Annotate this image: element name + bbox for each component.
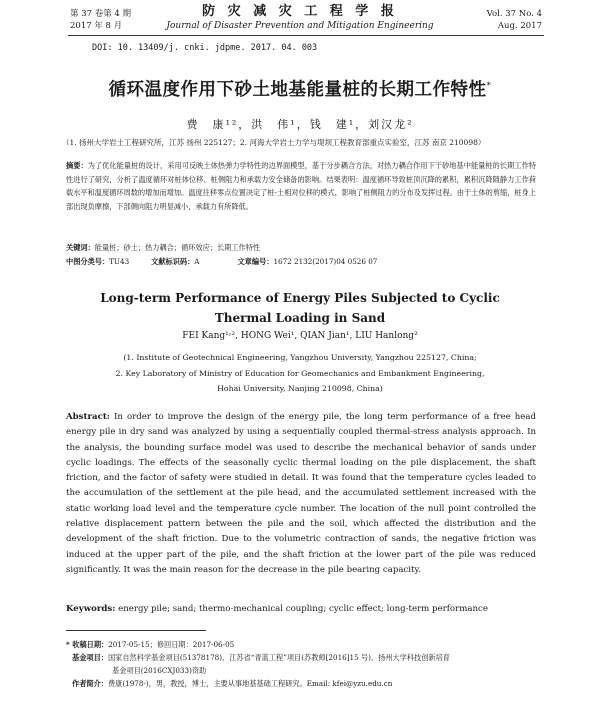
- abstract-en: [66, 410, 536, 578]
- keywords-en: [66, 604, 546, 614]
- abstract-en-label: Abstract:: [66, 412, 110, 422]
- received-label: * 收稿日期：: [66, 640, 109, 649]
- header-date-cn: 2017 年 8 月: [70, 21, 123, 31]
- footnote-author: [66, 677, 546, 690]
- paper-title-en: [0, 288, 600, 328]
- footnotes: [66, 638, 546, 690]
- header-volume-info-en: [487, 8, 542, 32]
- keywords-en-text: energy pile; sand; thermo-mechanical coupling; cyclic effect; long-term performance: [118, 604, 488, 614]
- doc-code-label: 文献标识码：: [151, 257, 195, 266]
- footnote-funding-cont: 基金项目(2016CXJ033)资助: [112, 666, 207, 675]
- doi: DOI: 10. 13409/j. cnki. jdpme. 2017. 04. 003: [92, 43, 318, 53]
- header-volume: 第 37 卷第 4 期: [70, 9, 132, 19]
- paper-title-cn: [0, 76, 600, 101]
- title-en-line1: Long-term Performance of Energy Piles Subjected to Cyclic: [100, 291, 500, 305]
- header-rule: [68, 35, 544, 36]
- footnote-rule: [66, 630, 206, 631]
- authors-cn: 费 康¹²，洪 伟¹，钱 建¹，刘汉龙²: [186, 118, 414, 131]
- article-number-value: 1672 2132(2017)04 0526 07: [273, 257, 378, 266]
- received-value: 2017-05-15；修回日期：2017-06-05: [108, 640, 235, 649]
- keywords-cn: [66, 243, 260, 253]
- doc-code-value: A: [194, 257, 200, 266]
- affiliation-cn: （1. 扬州大学岩土工程研究所，江苏 扬州 225127；2. 河海大学岩土力学与堤坝工程教育部重点实验室，江苏 南京 210098）: [62, 138, 486, 147]
- keywords-en-label: Keywords:: [66, 604, 116, 614]
- funding-label: 基金项目：: [72, 653, 108, 662]
- affiliation-en-1: (1. Institute of Geotechnical Engineering, Yangzhou University, Yangzhou 225127, China;: [123, 353, 477, 362]
- header-date-en: Aug. 2017: [497, 21, 542, 31]
- abstract-cn-text: 为了优化能量桩的设计，采用可反映土体热弹力学特性的边界面模型，基于分步耦合方法，对热力耦合作用下干砂地基中能量桩的长期工作特性进行了研究，分析了温度循环对桩体位移、桩侧阻力和承载力安全储备的影响。结果表明：温度循环导致桩顶沉降的累积，累积沉降随静力工作荷载水平和温度循环周数的增加而增加。温度往移零点位置决定了桩-土相对位移的模式，影响了桩侧阻力的分布及发挥过程。由于土体的剪缩，桩身上部出现负摩擦，下部侧向阻力明显减小，承载力有所降低。: [66, 161, 536, 211]
- clc: [66, 257, 129, 267]
- title-en-line2: Thermal Loading in Sand: [214, 311, 386, 325]
- classification-line: [66, 257, 536, 267]
- footnote-received: [66, 638, 546, 651]
- header-journal-name: [150, 4, 450, 32]
- title-cn-text: 循环温度作用下砂土地基能量桩的长期工作特性: [108, 80, 487, 100]
- clc-label: 中图分类号：: [66, 257, 110, 266]
- article-number: [237, 257, 377, 267]
- journal-title-cn: 防 灾 减 灾 工 程 学 报: [202, 4, 398, 19]
- clc-value: TU43: [109, 257, 130, 266]
- header-volume-info: [70, 8, 131, 32]
- doc-code: [151, 257, 199, 267]
- footnote-funding: [66, 651, 546, 664]
- keywords-cn-text: 能量桩；砂土；热力耦合；循环效应；长期工作特性: [94, 243, 261, 252]
- abstract-cn-label: 摘要：: [66, 161, 88, 170]
- header-volume-en: Vol. 37 No. 4: [486, 9, 542, 19]
- article-number-label: 文章编号：: [237, 257, 274, 266]
- affiliation-en: [0, 350, 600, 397]
- affiliation-en-3: Hohai University, Nanjing 210098, China): [217, 384, 383, 393]
- title-footnote-mark: *: [486, 81, 492, 92]
- author-value: 费康(1978-)，男，教授，博士，主要从事地基基础工程研究。Email: kfei@yzu.edu.cn: [107, 679, 393, 688]
- affiliation-en-2: 2. Key Laboratory of Ministry of Education for Geomechanics and Embankment Engineering,: [115, 368, 485, 378]
- author-label: 作者简介：: [72, 679, 108, 688]
- journal-title-en: Journal of Disaster Prevention and Mitigation Engineering: [166, 21, 434, 31]
- keywords-cn-label: 关键词：: [66, 243, 95, 252]
- abstract-en-text: In order to improve the design of the energy pile, the long term performance of a free head energy pile in dry sand was analyzed by using a sequentially coupled thermal-stress analysis approach. In the analysis, the bounding surface model was used to describe the mechanical behavior of sands under cyclic loadings. The effects of the seasonally cyclic thermal loading on the pile displacement, the shaft friction, and the factor of safety were studied in detail. It was found that the temperature cycles leaded to the accumulation of the settlement at the pile head, and the accumulated settlement increased with the static working load level and the temperature cycle number. The location of the null point controlled the relative displacement pattern between the pile and the soil, which affected the distribution and the development of the shaft friction. Due to the volumetric contraction of sands, the negative friction was induced at the upper part of the pile, and the shaft friction at the lower part of the pile was reduced significantly. It was the main reason for the decrease in the pile bearing capacity.: [66, 412, 536, 575]
- authors-en: FEI Kang¹˒², HONG Wei¹, QIAN Jian¹, LIU Hanlong²: [182, 331, 418, 341]
- journal-header: [0, 0, 600, 40]
- abstract-cn: [66, 159, 536, 213]
- funding-line1: 国家自然科学基金项目(51378178)、江苏省“青蓝工程”项目(苏教师[2016]15 号)、扬州大学科技创新培育: [107, 653, 450, 662]
